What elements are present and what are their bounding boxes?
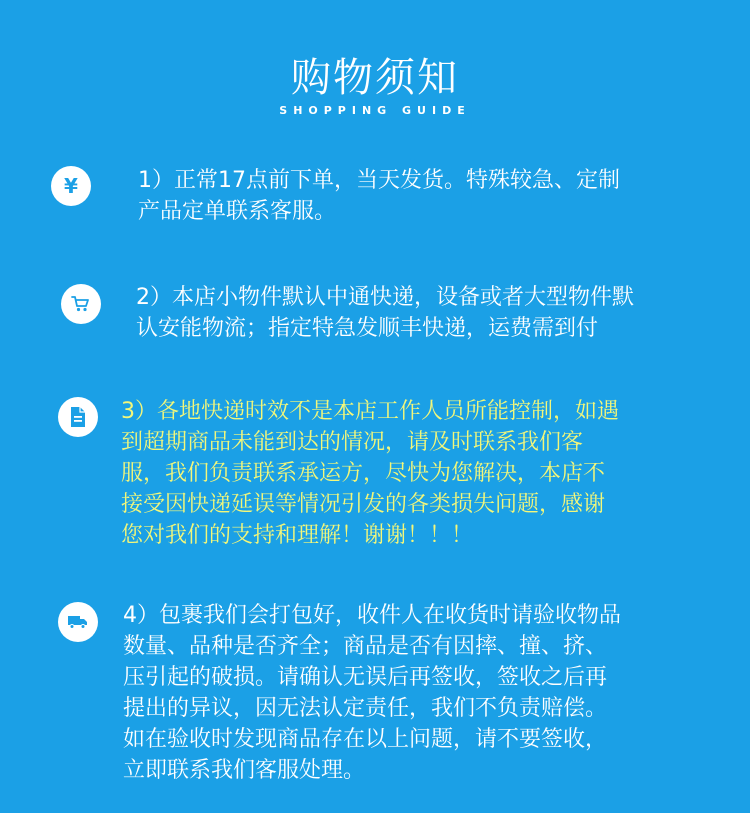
guide-item-1 — [138, 165, 620, 227]
guide-item-3-line: 到超期商品未能到达的情况，请及时联系我们客 — [121, 430, 584, 455]
guide-item-1-line: 1）正常17点前下单，当天发货。特殊较急、定制 — [138, 168, 620, 193]
guide-item-3 — [121, 396, 619, 551]
page-title: 购物须知 — [291, 55, 459, 101]
guide-item-4-line: 立即联系我们客服处理。 — [123, 758, 366, 783]
document-icon — [58, 397, 98, 437]
truck-icon — [58, 602, 98, 642]
page-subtitle: SHOPPING GUIDE — [279, 104, 471, 117]
guide-item-4 — [123, 600, 621, 786]
guide-item-4-line: 如在验收时发现商品存在以上问题，请不要签收， — [123, 727, 608, 752]
cart-icon — [61, 284, 101, 324]
guide-item-4-line: 数量、品种是否齐全；商品是否有因摔、撞、挤、 — [123, 634, 608, 659]
guide-item-2-line: 2）本店小物件默认中通快递，设备或者大型物件默 — [136, 285, 634, 310]
guide-item-4-line: 提出的异议，因无法认定责任，我们不负责赔偿。 — [123, 696, 608, 721]
guide-item-2 — [136, 282, 634, 344]
yen-icon: ¥ — [51, 166, 91, 206]
guide-item-3-line: 接受因快递延误等情况引发的各类损失问题，感谢 — [121, 492, 606, 517]
guide-item-2-line: 认安能物流；指定特急发顺丰快递，运费需到付 — [136, 316, 599, 341]
guide-item-1-line: 产品定单联系客服。 — [138, 199, 337, 224]
guide-item-3-line: 您对我们的支持和理解！谢谢！！！ — [121, 523, 474, 548]
guide-item-4-line: 4）包裹我们会打包好，收件人在收货时请验收物品 — [123, 603, 621, 628]
guide-item-3-line: 服，我们负责联系承运方，尽快为您解决，本店不 — [121, 461, 606, 486]
guide-item-4-line: 压引起的破损。请确认无误后再签收，签收之后再 — [123, 665, 608, 690]
guide-item-3-line: 3）各地快递时效不是本店工作人员所能控制，如遇 — [121, 399, 619, 424]
